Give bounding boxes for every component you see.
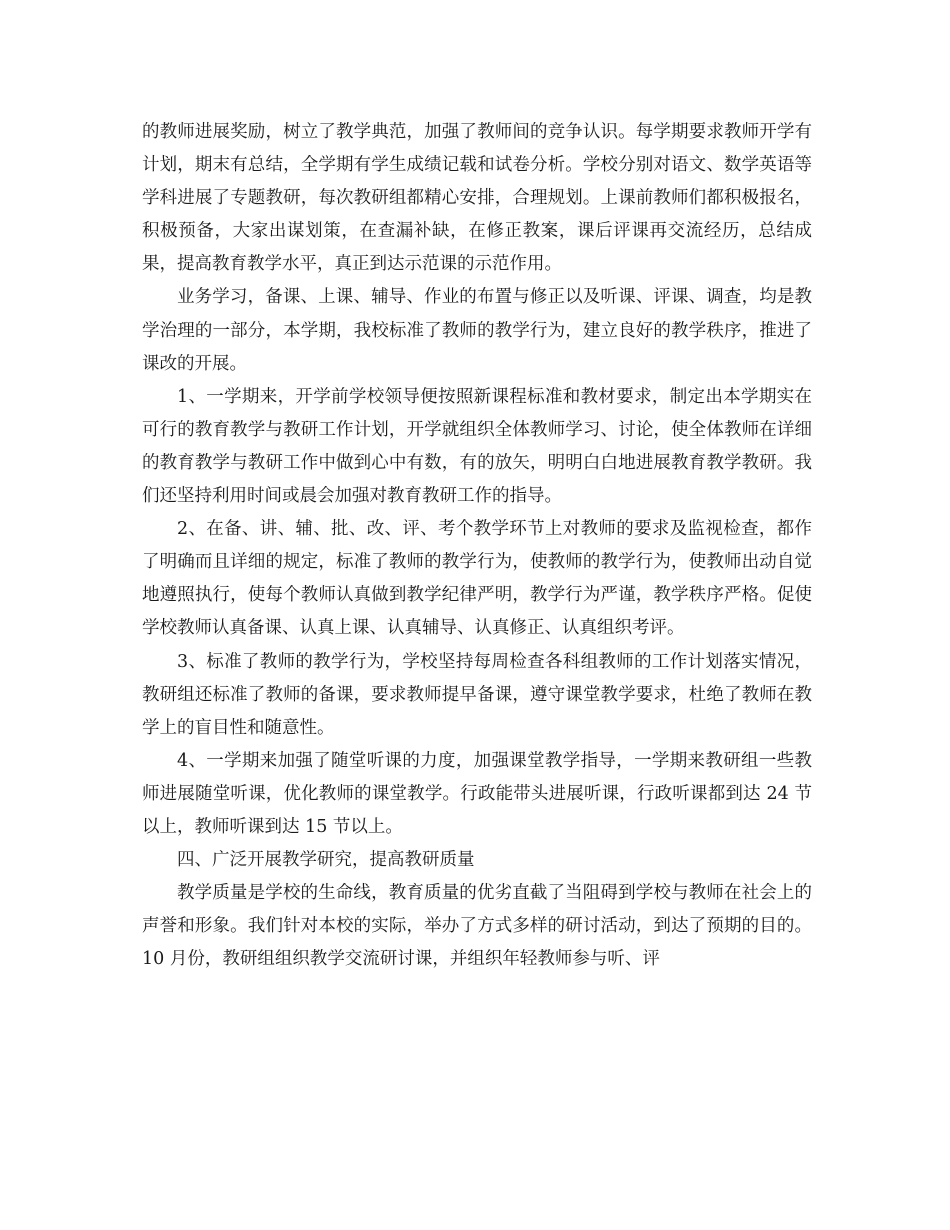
paragraph-item-2: 2、在备、讲、辅、批、改、评、考个教学环节上对教师的要求及监视检查，都作了明确而且详细的规定，标准了教师的教学行为，使教师的教学行为，使教师出动自觉地遵照执行，使每个教师认真做到教学纪律严明，教学行为严谨，教学秩序严格。促使学校教师认真备课、认真上课、认真辅导、认真修正、认真组织考评。 [142,519,812,639]
paragraph-business-study: 业务学习，备课、上课、辅导、作业的布置与修正以及听课、评课、调查，均是教学治理的一部分，本学期，我校标准了教师的教学行为，建立良好的教学秩序，推进了课改的开展。 [142,287,812,374]
paragraph-continuation: 的教师进展奖励，树立了教学典范，加强了教师间的竞争认识。每学期要求教师开学有计划，期末有总结，全学期有学生成绩记载和试卷分析。学校分别对语文、数学英语等学科进展了专题教研，每次教研组都精心安排，合理规划。上课前教师们都积极报名，积极预备，大家出谋划策，在查漏补缺，在修正教案，课后评课再交流经历，总结成果，提高教育教学水平，真正到达示范课的示范作用。 [142,122,812,275]
section-heading-4: 四、广泛开展教学研究，提高教研质量 [177,850,475,871]
paragraph-item-3: 3、标准了教师的教学行为，学校坚持每周检查各科组教师的工作计划落实情况，教研组还标准了教师的备课，要求教师提早备课，遵守课堂教学要求，杜绝了教师在教学上的盲目性和随意性。 [142,651,812,738]
document-body [142,116,812,976]
paragraph-item-4: 4、一学期来加强了随堂听课的力度，加强课堂教学指导，一学期来教研组一些教师进展随堂听课，优化教师的课堂教学。行政能带头进展听课，行政听课都到达 24 节以上，教师听课到达 15 节以上。 [142,750,812,837]
paragraph-item-1: 1、一学期来，开学前学校领导便按照新课程标准和教材要求，制定出本学期实在可行的教育教学与教研工作计划，开学就组织全体教师学习、讨论，使全体教师在详细的教育教学与教研工作中做到心中有数，有的放矢，明明白白地进展教育教学教研。我们还坚持利用时间或晨会加强对教育教研工作的指导。 [142,386,812,507]
paragraph-teaching-quality: 教学质量是学校的生命线，教育质量的优劣直截了当阻碍到学校与教师在社会上的声誉和形象。我们针对本校的实际，举办了方式多样的研讨活动，到达了预期的目的。10 月份，教研组组织教学交流研讨课，并组织年轻教师参与听、评 [142,883,812,970]
